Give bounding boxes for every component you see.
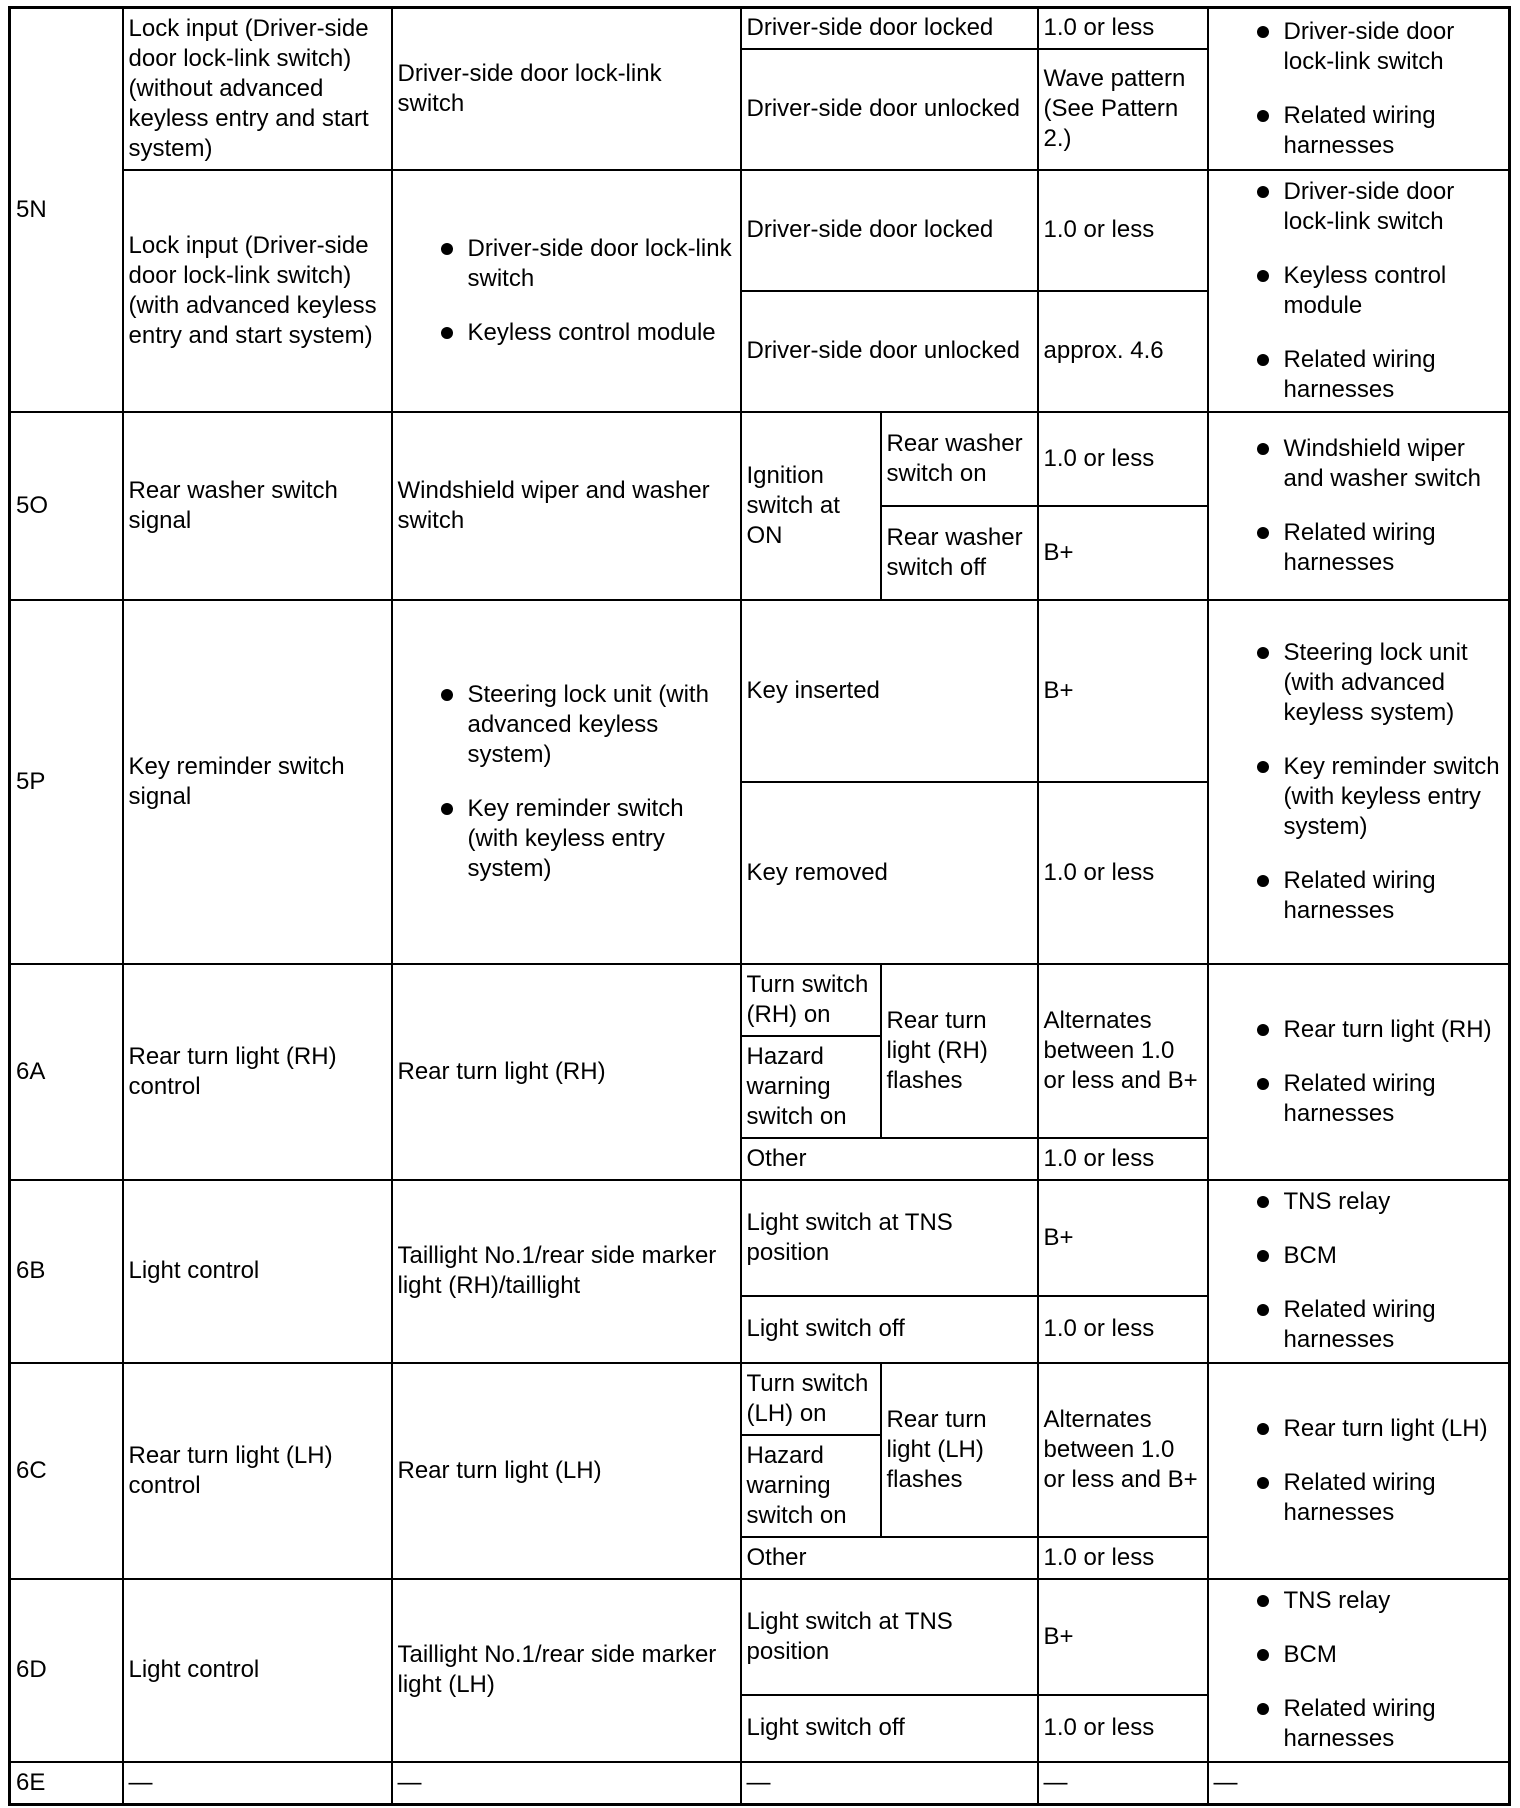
bullet-icon bbox=[1257, 270, 1269, 282]
condition-cell: Light switch at TNS position bbox=[741, 1180, 1038, 1296]
bullet-icon bbox=[1257, 1250, 1269, 1262]
signal-cell: Rear turn light (LH) control bbox=[123, 1363, 392, 1579]
list-item: Related wiring harnesses bbox=[1214, 101, 1504, 161]
voltage-cell: 1.0 or less bbox=[1038, 8, 1208, 49]
inspection-cell: — bbox=[1208, 1762, 1510, 1805]
bullet-icon bbox=[1257, 761, 1269, 773]
list-item: BCM bbox=[1214, 1640, 1504, 1670]
inspection-cell bbox=[1208, 8, 1510, 170]
list-item: Steering lock unit (with advanced keyless system) bbox=[1214, 638, 1504, 728]
list-item: TNS relay bbox=[1214, 1187, 1504, 1217]
bullet-icon bbox=[1257, 1024, 1269, 1036]
voltage-cell: B+ bbox=[1038, 1579, 1208, 1695]
inspection-cell bbox=[1208, 170, 1510, 412]
condition-cell: Other bbox=[741, 1537, 1038, 1579]
condition-cell: Ignition switch at ON bbox=[741, 412, 881, 600]
inspection-cell bbox=[1208, 1579, 1510, 1762]
list-item: Rear turn light (LH) bbox=[1214, 1414, 1504, 1444]
table-row bbox=[10, 1363, 1510, 1435]
list-item: Related wiring harnesses bbox=[1214, 1694, 1504, 1754]
connected-cell: Rear turn light (LH) bbox=[392, 1363, 741, 1579]
voltage-cell: approx. 4.6 bbox=[1038, 291, 1208, 412]
terminal-cell: 6D bbox=[10, 1579, 123, 1762]
voltage-cell: 1.0 or less bbox=[1038, 1537, 1208, 1579]
connected-cell: — bbox=[392, 1762, 741, 1805]
terminal-cell: 5O bbox=[10, 412, 123, 600]
condition-cell: Rear washer switch on bbox=[881, 412, 1038, 506]
terminal-cell: 5N bbox=[10, 8, 123, 412]
condition-cell: Hazard warning switch on bbox=[741, 1435, 881, 1537]
condition-cell: Key inserted bbox=[741, 600, 1038, 782]
inspection-cell bbox=[1208, 964, 1510, 1180]
signal-cell: — bbox=[123, 1762, 392, 1805]
voltage-cell: 1.0 or less bbox=[1038, 1695, 1208, 1762]
list-item: Windshield wiper and washer switch bbox=[1214, 434, 1504, 494]
connected-cell: Taillight No.1/rear side marker light (LH) bbox=[392, 1579, 741, 1762]
condition-cell: Light switch off bbox=[741, 1296, 1038, 1363]
table-row bbox=[10, 412, 1510, 506]
table-row bbox=[10, 600, 1510, 782]
signal-cell: Key reminder switch signal bbox=[123, 600, 392, 964]
list-item: Related wiring harnesses bbox=[1214, 1069, 1504, 1129]
list-item: Related wiring harnesses bbox=[1214, 1468, 1504, 1528]
list-item: Key reminder switch (with keyless entry system) bbox=[1214, 752, 1504, 842]
voltage-cell: — bbox=[1038, 1762, 1208, 1805]
list-item: Key reminder switch (with keyless entry system) bbox=[398, 794, 735, 884]
signal-cell: Rear washer switch signal bbox=[123, 412, 392, 600]
list-item: Keyless control module bbox=[1214, 261, 1504, 321]
bullet-icon bbox=[1257, 647, 1269, 659]
condition-cell: Turn switch (LH) on bbox=[741, 1363, 881, 1435]
list-item: Related wiring harnesses bbox=[1214, 518, 1504, 578]
connected-cell bbox=[392, 170, 741, 412]
connected-cell: Driver-side door lock-link switch bbox=[392, 8, 741, 170]
terminal-inspection-table bbox=[8, 6, 1511, 1806]
terminal-cell: 6A bbox=[10, 964, 123, 1180]
voltage-cell: 1.0 or less bbox=[1038, 782, 1208, 964]
signal-cell: Lock input (Driver-side door lock-link switch) (without advanced keyless entry and start system) bbox=[123, 8, 392, 170]
list-item: Related wiring harnesses bbox=[1214, 345, 1504, 405]
bullet-icon bbox=[1257, 875, 1269, 887]
terminal-cell: 5P bbox=[10, 600, 123, 964]
terminal-cell: 6B bbox=[10, 1180, 123, 1363]
condition-cell: Hazard warning switch on bbox=[741, 1036, 881, 1138]
bullet-icon bbox=[1257, 1595, 1269, 1607]
condition-cell: Key removed bbox=[741, 782, 1038, 964]
table-row bbox=[10, 170, 1510, 291]
inspection-cell bbox=[1208, 600, 1510, 964]
bullet-icon bbox=[1257, 1078, 1269, 1090]
condition-cell: Driver-side door unlocked bbox=[741, 291, 1038, 412]
condition-cell: Other bbox=[741, 1138, 1038, 1180]
condition-cell: Driver-side door locked bbox=[741, 8, 1038, 49]
condition-cell: Light switch off bbox=[741, 1695, 1038, 1762]
bullet-icon bbox=[1257, 1196, 1269, 1208]
list-item: Steering lock unit (with advanced keyless system) bbox=[398, 680, 735, 770]
voltage-cell: 1.0 or less bbox=[1038, 412, 1208, 506]
bullet-icon bbox=[441, 243, 453, 255]
bullet-icon bbox=[1257, 1477, 1269, 1489]
signal-cell: Light control bbox=[123, 1180, 392, 1363]
bullet-icon bbox=[1257, 1423, 1269, 1435]
bullet-icon bbox=[1257, 186, 1269, 198]
voltage-cell: 1.0 or less bbox=[1038, 1138, 1208, 1180]
condition-cell: — bbox=[741, 1762, 1038, 1805]
condition-cell: Driver-side door unlocked bbox=[741, 49, 1038, 170]
condition-cell: Rear turn light (LH) flashes bbox=[881, 1363, 1038, 1537]
signal-cell: Rear turn light (RH) control bbox=[123, 964, 392, 1180]
terminal-cell: 6C bbox=[10, 1363, 123, 1579]
bullet-icon bbox=[1257, 527, 1269, 539]
condition-cell: Rear washer switch off bbox=[881, 506, 1038, 600]
list-item: TNS relay bbox=[1214, 1586, 1504, 1616]
signal-cell: Lock input (Driver-side door lock-link switch) (with advanced keyless entry and start system) bbox=[123, 170, 392, 412]
condition-cell: Driver-side door locked bbox=[741, 170, 1038, 291]
bullet-icon bbox=[1257, 1649, 1269, 1661]
terminal-cell: 6E bbox=[10, 1762, 123, 1805]
list-item: Driver-side door lock-link switch bbox=[398, 234, 735, 294]
bullet-icon bbox=[1257, 1304, 1269, 1316]
voltage-cell: Wave pattern (See Pattern 2.) bbox=[1038, 49, 1208, 170]
list-item: Driver-side door lock-link switch bbox=[1214, 177, 1504, 237]
list-item: Related wiring harnesses bbox=[1214, 866, 1504, 926]
list-item: Driver-side door lock-link switch bbox=[1214, 17, 1504, 77]
connected-cell: Taillight No.1/rear side marker light (RH)/taillight bbox=[392, 1180, 741, 1363]
connected-cell: Rear turn light (RH) bbox=[392, 964, 741, 1180]
bullet-icon bbox=[441, 803, 453, 815]
bullet-icon bbox=[1257, 354, 1269, 366]
inspection-cell bbox=[1208, 412, 1510, 600]
table-row bbox=[10, 1579, 1510, 1695]
signal-cell: Light control bbox=[123, 1579, 392, 1762]
bullet-icon bbox=[1257, 110, 1269, 122]
voltage-cell: Alternates between 1.0 or less and B+ bbox=[1038, 964, 1208, 1138]
bullet-icon bbox=[441, 327, 453, 339]
voltage-cell: B+ bbox=[1038, 600, 1208, 782]
bullet-icon bbox=[1257, 443, 1269, 455]
condition-cell: Turn switch (RH) on bbox=[741, 964, 881, 1036]
connected-cell bbox=[392, 600, 741, 964]
table-row bbox=[10, 1180, 1510, 1296]
connected-cell: Windshield wiper and washer switch bbox=[392, 412, 741, 600]
table-row bbox=[10, 1762, 1510, 1805]
voltage-cell: B+ bbox=[1038, 1180, 1208, 1296]
voltage-cell: B+ bbox=[1038, 506, 1208, 600]
inspection-cell bbox=[1208, 1363, 1510, 1579]
table-row bbox=[10, 964, 1510, 1036]
voltage-cell: Alternates between 1.0 or less and B+ bbox=[1038, 1363, 1208, 1537]
list-item: BCM bbox=[1214, 1241, 1504, 1271]
table-row bbox=[10, 8, 1510, 49]
list-item: Keyless control module bbox=[398, 318, 735, 348]
bullet-icon bbox=[1257, 26, 1269, 38]
voltage-cell: 1.0 or less bbox=[1038, 1296, 1208, 1363]
condition-cell: Light switch at TNS position bbox=[741, 1579, 1038, 1695]
list-item: Rear turn light (RH) bbox=[1214, 1015, 1504, 1045]
condition-cell: Rear turn light (RH) flashes bbox=[881, 964, 1038, 1138]
inspection-cell bbox=[1208, 1180, 1510, 1363]
voltage-cell: 1.0 or less bbox=[1038, 170, 1208, 291]
bullet-icon bbox=[1257, 1703, 1269, 1715]
bullet-icon bbox=[441, 689, 453, 701]
list-item: Related wiring harnesses bbox=[1214, 1295, 1504, 1355]
